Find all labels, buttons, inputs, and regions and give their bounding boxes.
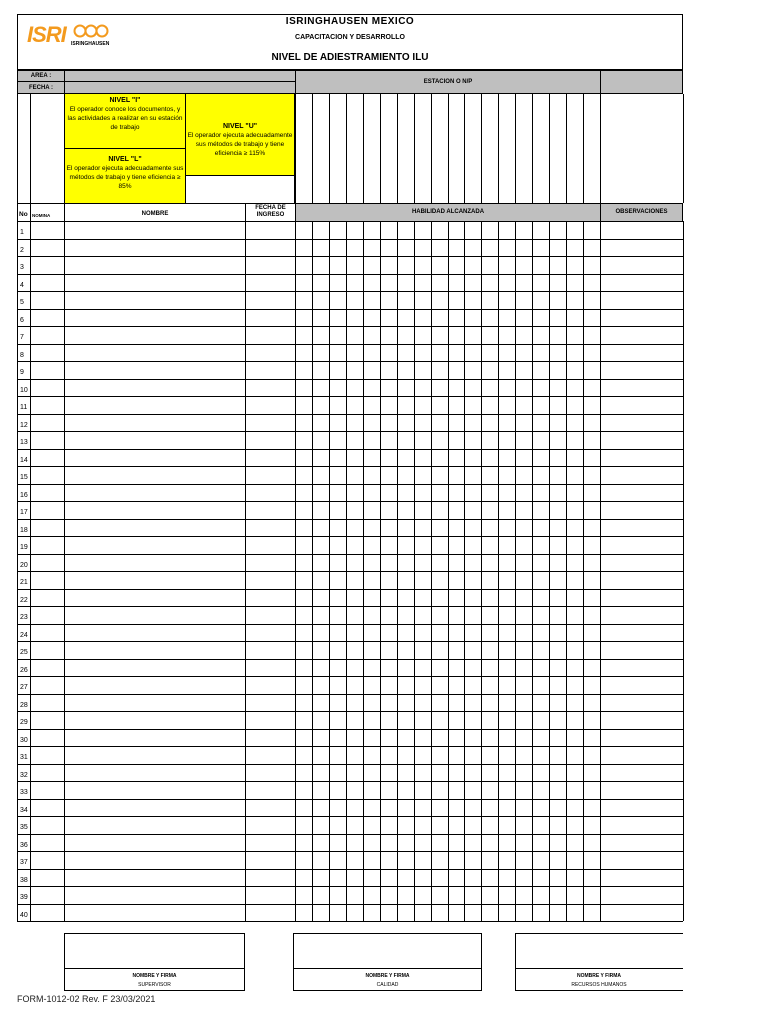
row-number: 31 [20,754,28,761]
col-header-no: No [17,203,31,222]
table-row[interactable] [17,396,683,414]
row-number: 27 [20,684,28,691]
table-row[interactable] [17,379,683,397]
table-row[interactable] [17,414,683,432]
row-number: 33 [20,789,28,796]
signature-role-calidad: CALIDAD [376,982,399,988]
table-row[interactable] [17,641,683,659]
table-row[interactable] [17,676,683,694]
fecha-label-cell: FECHA : [17,81,65,94]
estacion-header: ESTACION O N/P [295,70,601,94]
col-header-nomina: NOMINA [30,203,65,222]
row-number: 9 [20,369,24,376]
table-row[interactable] [17,291,683,309]
row-number: 29 [20,719,28,726]
signature-label-rh: NOMBRE Y FIRMA [577,973,621,979]
table-row[interactable] [17,484,683,502]
table-row[interactable] [17,449,683,467]
row-number: 30 [20,737,28,744]
row-number: 3 [20,264,24,271]
level-i-box: NIVEL "I" El operador conoce los documentos, y las actividades a realizar en su estación de trabajo [64,93,186,149]
table-row[interactable] [17,431,683,449]
table-row[interactable] [17,659,683,677]
row-number: 17 [20,509,28,516]
row-number: 6 [20,317,24,324]
table-row[interactable] [17,274,683,292]
table-row[interactable] [17,606,683,624]
row-number: 28 [20,702,28,709]
table-row[interactable] [17,729,683,747]
table-row[interactable] [17,904,683,922]
logo-subtext: ISRINGHAUSEN [71,41,110,47]
signature-role-supervisor: SUPERVISOR [138,982,171,988]
col-header-nombre: NOMBRE [64,203,246,222]
table-row[interactable] [17,869,683,887]
signature-line-rh [515,968,683,969]
col-header-observaciones: OBSERVACIONES [600,203,683,222]
row-number: 40 [20,912,28,919]
row-number: 18 [20,527,28,534]
row-number: 8 [20,352,24,359]
row-number: 34 [20,807,28,814]
signature-label-calidad: NOMBRE Y FIRMA [365,973,410,979]
table-row[interactable] [17,589,683,607]
table-row[interactable] [17,799,683,817]
row-number: 10 [20,387,28,394]
table-row[interactable] [17,466,683,484]
row-number: 12 [20,422,28,429]
form-title: NIVEL DE ADIESTRAMIENTO ILU [271,52,429,63]
table-row[interactable] [17,624,683,642]
company-name: ISRINGHAUSEN MEXICO [285,16,415,27]
table-row[interactable] [17,816,683,834]
row-number: 19 [20,544,28,551]
row-number: 5 [20,299,24,306]
logo-text: ISRI [27,22,66,47]
table-row[interactable] [17,746,683,764]
row-number: 25 [20,649,28,656]
col-header-habilidad: HABILIDAD ALCANZADA [295,203,601,222]
row-number: 16 [20,492,28,499]
table-row[interactable] [17,221,683,239]
signature-label-supervisor: NOMBRE Y FIRMA [132,973,177,979]
table-row[interactable] [17,326,683,344]
table-row[interactable] [17,361,683,379]
form-code: FORM-1012-02 Rev. F 23/03/2021 [17,994,156,1004]
row-number: 15 [20,474,28,481]
department-name: CAPACITACION Y DESARROLLO [295,34,405,41]
level-l-box: NIVEL "L" El operador ejecuta adecuadamente sus métodos de trabajo y tiene eficiencia ≥ 85% [64,148,186,204]
row-number: 13 [20,439,28,446]
col-header-fecha-ingreso: FECHA DE INGRESO [245,203,296,222]
row-number: 37 [20,859,28,866]
table-row[interactable] [17,344,683,362]
table-row[interactable] [17,851,683,869]
table-row[interactable] [17,309,683,327]
row-number: 32 [20,772,28,779]
table-row[interactable] [17,501,683,519]
row-number: 11 [20,404,28,411]
table-row[interactable] [17,256,683,274]
signature-line-supervisor [64,968,245,969]
row-number: 21 [20,579,28,586]
row-number: 38 [20,877,28,884]
row-number: 14 [20,457,28,464]
table-row[interactable] [17,571,683,589]
row-number: 24 [20,632,28,639]
table-row[interactable] [17,536,683,554]
signature-role-rh: RECURSOS HUMANOS [571,982,627,988]
row-number: 20 [20,562,28,569]
row-number: 39 [20,894,28,901]
signature-line-calidad [293,968,482,969]
row-number: 2 [20,247,24,254]
row-number: 26 [20,667,28,674]
table-row[interactable] [17,886,683,904]
row-number: 22 [20,597,28,604]
table-row[interactable] [17,781,683,799]
table-row[interactable] [17,834,683,852]
row-number: 7 [20,334,24,341]
table-row[interactable] [17,764,683,782]
table-row[interactable] [17,711,683,729]
row-number: 23 [20,614,28,621]
row-number: 36 [20,842,28,849]
row-number: 4 [20,282,24,289]
row-number: 35 [20,824,28,831]
table-row[interactable] [17,519,683,537]
row-number: 1 [20,229,24,236]
table-row[interactable] [17,694,683,712]
table-row[interactable] [17,554,683,572]
area-label-cell: AREA : [17,70,65,82]
table-row[interactable] [17,239,683,257]
level-u-box: NIVEL "U" El operador ejecuta adecuadamente sus métodos de trabajo y tiene eficiencia ≥ 115% [185,93,295,176]
